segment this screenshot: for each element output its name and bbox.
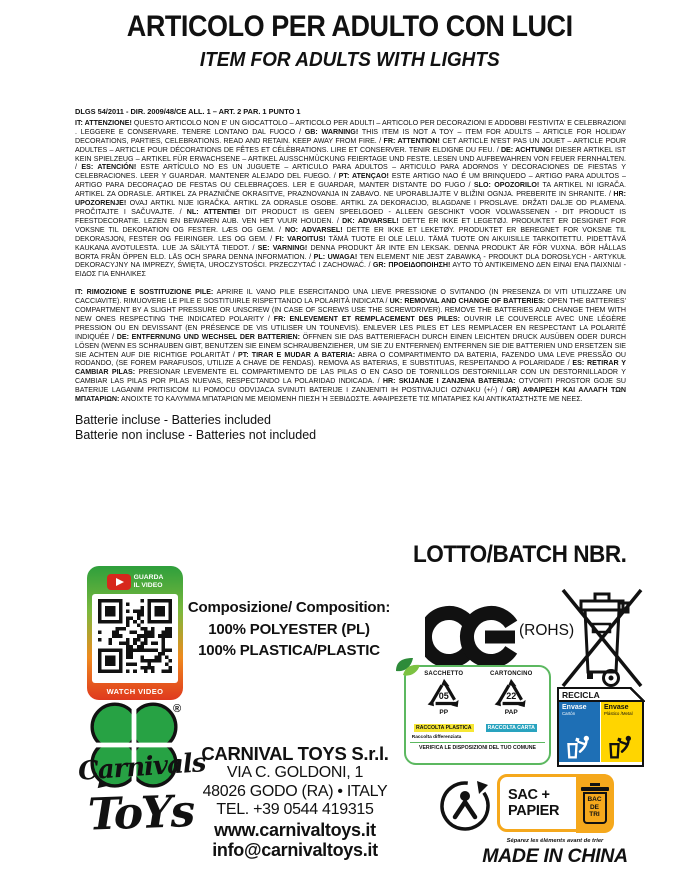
collection-tag-paper: RACCOLTA CARTA (487, 725, 535, 731)
weee-crossed-bin-icon (559, 580, 645, 694)
composition-title: Composizione/ Composition: (187, 599, 391, 616)
bin-lid (581, 787, 609, 791)
rohs-label: (ROHS) (519, 622, 575, 639)
recycle-columns (410, 671, 545, 740)
material-title-sacchetto: SACCHETTO (424, 671, 464, 677)
batteries-note (75, 413, 626, 443)
warnings-paragraph: IT: ATTENZIONE! QUESTO ARTICOLO NON E' UN GIOCATTOLO – ARTICOLO PER ADULTI – ARTICOLO PER DECORAZIONI E ADDOBBI FESTIVITA' E CELEBRAZIONI . LEGGERE E CONSERVARE. TENERE LONTANO DAL FUOCO / GB: WARNING! THIS ITEM IS NOT A TOY – ITEM FOR ADULTS – ARTICLE FOR HOLIDAY DECORATIONS, PARTIES, CELEBRATIONS. READ AND RETAIN. KEEP AWAY FROM FIRE. / FR: ATTENTION! CET ARTICLE N'EST PAS UN JOUET – ARTICLE POUR ADULTES – ARTICLE POUR DÉCORATIONS DE FÊTES ET CÉLÈBRATIONS. LIRE ET CONSERVER. TENIR ELDIGNE DU FEU. / DE: ACHTUNG! DIESER ARTIKEL IST KEIN SPIELZEUG – ARTIKEL FÜR ERWACHSENE – ARTIKEL AUSSCHMÜCKUNG FEIERTAGE UND FESTE. LESEN UND AUFBEWAHREN VON FEUER FERNHALTEN. / ES: ATENCIÓN! ESTE ARTÍCULO NO ES UN JUGUETE – ARTICULO PARA ADULTOS – ARTICULO PARA ADORNOS Y DECORACIONES DE FIESTAS Y CELEBRACIONES. LEER Y GUARDAR. MANTENER ALEJADO DEL FUEGO. / PT: ATENÇAO! ESTE ARTIGO NAO É UM BRINQUEDO – ARTIGO PARA ADULTOS – ARTIGO PARA DECORAÇAO DE FESTAS OU CELEBRAÇOES. LER E GUARDAR, MANTER DISTANTE DO FUGO / SLO: OPOZORILO! TA ARTIKEL NI IGRAČA. ARTIKEL ZA ODRASLE. ARTIKEL ZA PRAZNIČNE OKRASITVE, PRAZNOVANJA IN ZABAVO. NE UPORABLJAJTE V BLIŽINI OGNJA. PREBERITE IN SHRANITE. / HR: UPOZORENJE! OVAJ ARTIKL NIJE IGRAČKA. ARTIKL ZA ODRASLE OSOBE. ARTIKL ZA DEKORACIJO, BLAGDANE I PROSLAVE. DRŽATI DALJE OD PLAMENA. PROČITAJTE I SAČUVAJTE. / NL: ATTENTIE! DIT PRODUCT IS GEEN SPEELGOED - ALLEEN GESCHIKT VOOR VOLWASSENEN - DIT PRODUCT IS FEESTDECORATIE. LEZEN EN BEWAREN AUB. VEN HET VUUR HOUDEN. / DK: ADVARSEL! DETTE ER IKKE ET LEGETØJ. PRODUKTET ER DESIGNET FOR VOKSNE TIL DEKORATION OG FESTER. LÆS OG GEM. / NO: ADVARSEL! DETTE ER IKKE ET LEKETØY. PRODUKTET ER BEREGNET FOR VOKSNE TIL DEKORASJON, FESTER OG FEIRINGER. LES OG GEM. / FI: VAROITUS! TÄMÄ TUOTE EI OLE LELU. TÄMÄ TUOTE ON AIKUISILLE TARKOITETTU. PIDETTÄVÄ KAUKANA AVOTULESTA. LUE JA SÄILYTÄ TIEDOT. / SE: VARNING! DENNA PRODUKT ÄR INTE EN LEKSAK. DENNA PRODUKT ÄR FÖR VUXNA. BÖR HÅLLAS BORTA FRÅN ÖPPEN ELD. LÄS OCH SPARA DENNA INFORMATION. / PL: UWAGA! TEN ELEMENT NIE JEST ZABAWKĄ - PRODUKT DLA DOROSŁYCH - ARTYKUŁ DEKORACYJNY NA IMPREZY, ŚWIĘTA, UROCZYSTOŚCI. PRZECZYTAĆ I ZACHOWAĆ. / GR: ΠΡΟΕΙΔΟΠΟΙΗΣΗ! ΑΥΤΟ ΤΟ ΑΝΤΙΚΕΙΜΕΝΟ ΔΕΝ ΕΙΝΑΙ ΕΝΑ ΠΑΙΧΝΙΔΙ - ΕΙΔΟΣ ΓΙΑ ΕΝΗΛΙΚΕΣ (75, 118, 627, 279)
collection-tag-plastic: RACCOLTA PLASTICA (415, 725, 472, 731)
page-title-text: ARTICOLO PER ADULTO CON LUCI (127, 10, 573, 43)
envase-carton-sub: Cartón (562, 711, 576, 716)
envase-carton-title: Envase (562, 704, 587, 711)
envase-plastic-title: Envase (604, 704, 629, 711)
page-subtitle (0, 49, 700, 72)
video-qr-badge (87, 566, 183, 700)
recycle-col-paper (479, 671, 543, 740)
batteries-included-line: Batterie incluse - Batteries included (75, 413, 271, 427)
company-address: VIA C. GOLDONI, 1 (226, 764, 364, 781)
sorting-note: Séparez les éléments avant de trier (506, 838, 604, 844)
youtube-play-icon (107, 574, 131, 590)
company-email: info@carnivaltoys.it (212, 839, 378, 860)
brand-script-carnival: Carnivals (77, 748, 207, 787)
page-title (0, 10, 700, 44)
bac-line3: TRI (589, 811, 600, 819)
sorting-bin-icon (576, 774, 614, 833)
recicla-box (557, 687, 644, 767)
company-info-block (196, 744, 394, 860)
qr-badge-header (90, 569, 180, 594)
recycle-symbol-pp-icon (425, 678, 463, 709)
recicla-title: RECICLA (559, 689, 642, 702)
bac-line2: DE (589, 803, 600, 811)
recicla-plastic-panel (600, 702, 642, 762)
brand-script-toys: ToYs (87, 786, 195, 841)
resin-code-22: 22 (506, 691, 517, 701)
bin-handle (590, 783, 600, 786)
directive-line: DLGS 54/2011 - DIR. 2009/48/CE ALL. 1 – ART. 2 PAR. 1 PUNTO 1 (75, 107, 301, 116)
company-website: www.carnivaltoys.it (214, 819, 376, 840)
guarda-il-video-label (134, 574, 164, 589)
dispose-pictogram-carton-icon (565, 734, 595, 760)
composition-line-plastic: 100% PLASTICA/PLASTIC (198, 642, 380, 659)
material-title-cartoncino: CARTONCINO (489, 671, 533, 677)
page-subtitle-text: ITEM FOR ADULTS WITH LIGHTS (200, 49, 500, 71)
recycling-info-box (404, 665, 551, 765)
sac-line: SAC + (508, 787, 550, 803)
bac-line1: BAC (587, 796, 602, 804)
municipal-disposal-note: VERIFICA LE DISPOSIZIONI DEL TUO COMUNE (410, 742, 545, 751)
recicla-panels (559, 702, 642, 762)
legal-text-block (75, 108, 626, 443)
composition-block (183, 597, 395, 662)
composition-line-polyester: 100% POLYESTER (PL) (208, 620, 370, 638)
leaf-icon (393, 655, 423, 681)
bin-body (583, 792, 607, 824)
recicla-carton-panel (559, 702, 600, 762)
material-code-pap: PAP (504, 709, 518, 716)
made-in-china-label: MADE IN CHINA (482, 845, 628, 867)
registered-trademark-icon: ® (173, 703, 182, 715)
company-phone: TEL. +39 0544 419315 (216, 801, 374, 818)
watch-video-label: WATCH VIDEO (106, 687, 164, 696)
envase-plastic-sub: Plástico /Metal (604, 711, 633, 716)
folded-corner (630, 687, 645, 702)
lotto-batch-label (413, 541, 640, 569)
qr-panel (92, 594, 178, 683)
company-name: CARNIVAL TOYS S.r.l. (201, 743, 389, 764)
qr-code (98, 599, 172, 678)
battery-instructions-paragraph: IT: RIMOZIONE E SOSTITUZIONE PILE: APRIRE IL VANO PILE ESERCITANDO UNA LIEVE PRESSIONE O SVITANDO (IN PRESENZA DI VITI UTILIZZARE UN CACCIAVITE). RIMUOVERE LE PILE E SOSTITUIRLE RISPETTANDO LA POLARITÀ INDICATA / UK: REMOVAL AND CHANGE OF BATTERIES: OPEN THE BATTERIES' COMPARTMENT BY A SLIGHT PRESSURE OR UNSCREW (IN CASE OF SCREWS USE THE SCREWDRIVER). REMOVE THE BATTERIES AND CHANGE THEM WITH NEW ONES RESPECTING THE INDICATED POLARITY / FR: ENLEVEMENT ET REMPLACEMENT DES PILES: OUVRIR LE COUVERCLE AVEC UNE LÉGÈRE PRESSION OU EN DEVISSANT (EN PRÉSENCE DE VIS UTILISER UN TOUNEVIS). ENLEVER LES PILES ET LES REMPLACER EN RESPECTANT LA POLARITÉ INDIQUÉE / DE: ENTFERNUNG UND WECHSEL DER BATTERIEN: ÖFFNEN SIE DAS BATTERIEFACH DURCH EINEN LEICHTEN DRUCK AUSÜBEN ODER DURCH LÖSEN (WENN ES SCHRAUBEN GIBT, BENUTZEN SIE EINEM SCHRAUBENZIEHER, UM SIE ZU ENTFERNEN) ENTFERNEN SIE DIE BATTERIEN UND ERSETZEN SIE SIE ACHTEN AUF DIE RICHTIGE POLARITÄT / PT: TIRAR E MUDAR A BATERIA: ABRA O COMPARTIMENTO DA BATERIA, FAZENDO UMA LEVE PRESSÃO OU RODANDO, (SE FOREM PARAFUSOS, UTILIZE A CHAVE DE FENDAS). REMOVA AS BATERIAS, E SUBSTITUAS, RESPEITANDO A POLARIDADE / ES: RETIRAR Y CAMBIAR PILAS: PRESIONAR LEVEMENTE EL COMPARTIMENTO DE LAS PILAS O EN CASO DE TORNILLOS DESTORNILLAR CON UN DESTORNILLADOR Y CAMBIAR LAS PILAS POR PILAS NUEVAS, RESPECTANDO LA POLARIDAD INDICADA. / HR: SKIJANJE I ZANJENA BATERIJA: OTVORITI PROSTOR GOJE SU BATERIJE LAGANIM PRITISICOM ILI POMOCU ODVIJACA SVINUTI BATERIJE I ZANJENITI IH POSTIVAJUCI OZNAKU (+/-) / GR) ΑΦΑΙΡΕΣΗ ΚΑΙ ΑΛΛΑΓΗ ΤΩΝ ΜΠΑΤΑΡΙΩΝ: ΑΝΟΙΧΤΕ ΤΟ ΚΑΛΥΜΜΑ ΜΠΑΤΑΡΙΩΝ ΜΕ ΜΕΙΩΜΕΝΗ ΠΙΕΣΗ Ή ΞΕΒΙΔΩΣΤΕ. ΑΦΑΙΡΕΣΕΤΕ ΤΙΣ ΜΠΑΤΑΡΙΕΣ ΚΑΙ ΑΝΤΙΚΑΤΑΣΤΗΣΤΕ ΜΕ ΝΕΕΣ. (75, 288, 627, 404)
dispose-pictogram-plastic-icon (607, 734, 637, 760)
sac-papier-label (500, 777, 576, 829)
guarda-label-line1: GUARDA (133, 574, 164, 582)
material-code-pp: PP (439, 709, 449, 716)
lotto-batch-text: LOTTO/BATCH NBR. (413, 541, 627, 568)
company-city: 48026 GODO (RA) • ITALY (202, 782, 388, 800)
resin-code-05: 05 (438, 691, 449, 701)
batteries-not-included-line: Batterie non incluse - Batteries not included (75, 428, 317, 442)
triman-icon (438, 779, 492, 833)
guarda-label-line2: IL VIDEO (133, 581, 163, 589)
sac-papier-box (497, 774, 613, 832)
collection-subtag: Raccolta differenziata (411, 735, 462, 740)
recycle-symbol-pap-icon (492, 678, 530, 709)
papier-line: PAPIER (508, 803, 560, 819)
recycle-col-plastic (412, 671, 476, 740)
